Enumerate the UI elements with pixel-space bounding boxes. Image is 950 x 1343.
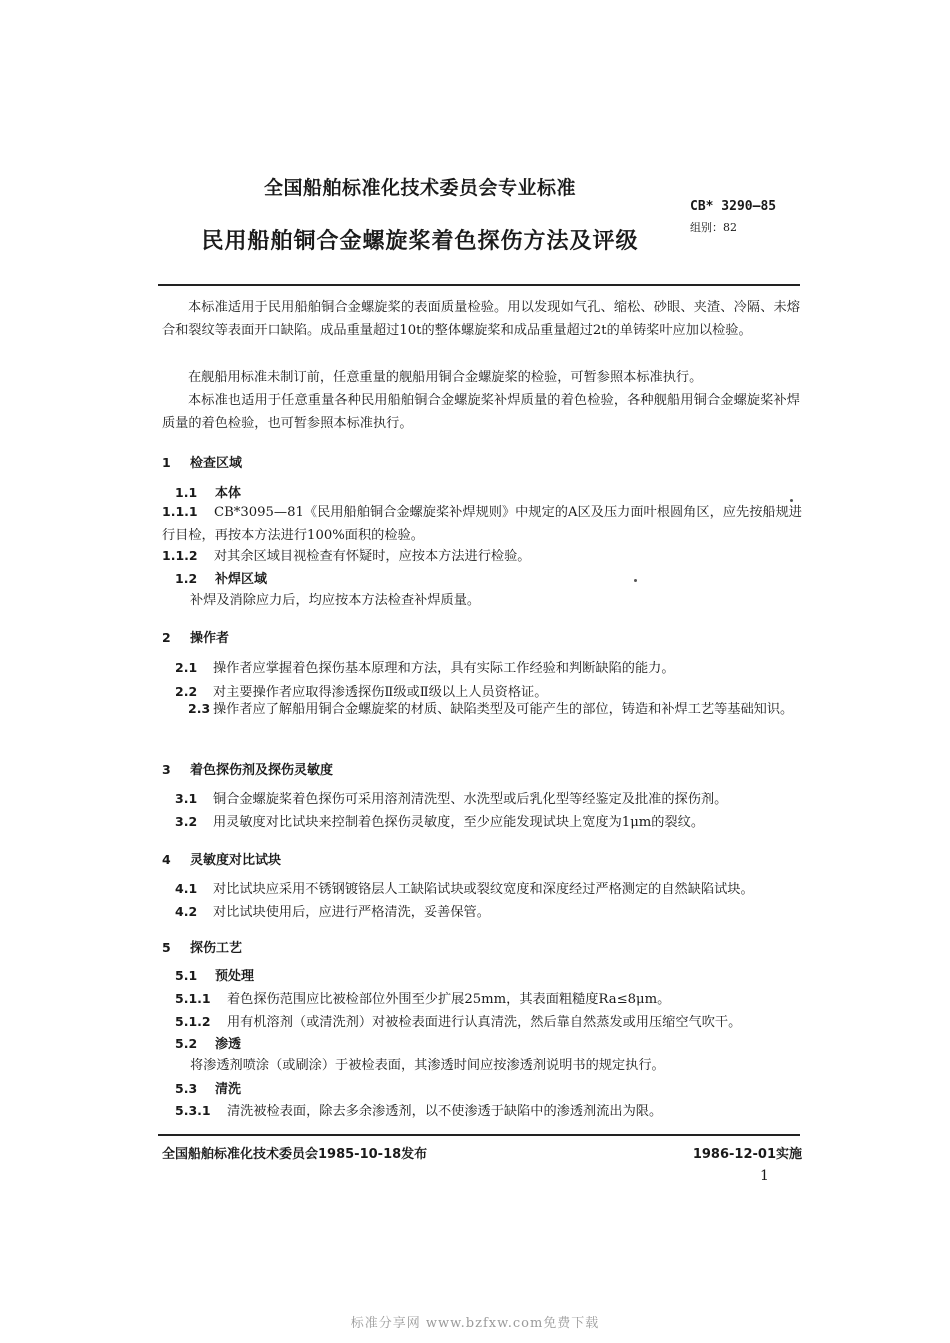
- scan-speck: [790, 499, 793, 502]
- intro-paragraph-3: 本标准也适用于任意重量各种民用船舶铜合金螺旋桨补焊质量的着色检验，各种舰船用铜合金螺旋桨补焊质量的着色检验，也可暂参照本标准执行。: [162, 393, 800, 431]
- clause-4-2: [175, 902, 815, 923]
- clause-number: 2.3: [188, 701, 211, 716]
- clause-text: 清洗被检表面，除去多余渗透剂，以不使渗透于缺陷中的渗透剂流出为限。: [227, 1104, 663, 1119]
- section-title: 补焊区域: [215, 572, 268, 587]
- clause-2-3: [162, 697, 802, 721]
- section-5-3-heading: [175, 1079, 815, 1100]
- section-4-heading: [162, 850, 802, 871]
- clause-5-1-1: [175, 989, 815, 1010]
- clause-4-1: [175, 879, 815, 900]
- clause-number: 1.1.2: [162, 548, 198, 563]
- standard-code: CB* 3290—85: [690, 199, 777, 214]
- scan-speck: [634, 579, 637, 582]
- section-1-2-heading: [175, 569, 815, 590]
- clause-number: 2.1: [175, 660, 198, 675]
- clause-1-1-1: [162, 500, 802, 547]
- watermark: 标准分享网 www.bzfxw.com免费下载: [350, 1316, 600, 1331]
- clause-text: 用灵敏度对比试块来控制着色探伤灵敏度，至少应能发现试块上宽度为1μm的裂纹。: [213, 815, 705, 830]
- section-number: 4: [162, 852, 171, 867]
- section-title: 清洗: [215, 1082, 242, 1097]
- issued-by: 全国船舶标准化技术委员会1985-10-18发布: [162, 1147, 428, 1162]
- section-title: 渗透: [215, 1037, 242, 1052]
- clause-number: 4.2: [175, 904, 198, 919]
- section-5-2-heading: [175, 1034, 815, 1055]
- org-title: 全国船舶标准化技术委员会专业标准: [263, 177, 576, 199]
- clause-text: 对其余区域目视检查有怀疑时，应按本方法进行检验。: [214, 549, 531, 564]
- clause-text: 对主要操作者应取得渗透探伤Ⅱ级或Ⅱ级以上人员资格证。: [213, 685, 548, 700]
- section-number: 5.1: [175, 968, 198, 983]
- section-title: 本体: [215, 486, 242, 501]
- footer-rule: [158, 1134, 800, 1136]
- section-number: 1.2: [175, 571, 198, 586]
- clause-3-2: [175, 812, 815, 833]
- section-1-heading: [162, 453, 802, 474]
- intro-paragraph-2: 在舰船用标准未制订前，任意重量的舰船用铜合金螺旋桨的检验，可暂参照本标准执行。: [188, 370, 703, 385]
- section-5-1-heading: [175, 966, 815, 987]
- clause-number: 5.1.2: [175, 1014, 211, 1029]
- clause-number: 3.1: [175, 791, 198, 806]
- clause-text: 操作者应掌握着色探伤基本原理和方法，具有实际工作经验和判断缺陷的能力。: [213, 661, 675, 676]
- clause-number: 5.3.1: [175, 1103, 211, 1118]
- clause-3-1: [175, 789, 815, 810]
- clause-text: 对比试块应采用不锈钢镀铬层人工缺陷试块或裂纹宽度和深度经过严格测定的自然缺陷试块。: [213, 882, 754, 897]
- clause-number: 4.1: [175, 881, 198, 896]
- page-number: 1: [760, 1168, 769, 1184]
- clause-text: 铜合金螺旋桨着色探伤可采用溶剂清洗型、水洗型或后乳化型等经鉴定及批准的探伤剂。: [213, 792, 728, 807]
- clause-2-1: [175, 658, 815, 679]
- clause-text: 操作者应了解船用铜合金螺旋桨的材质、缺陷类型及可能产生的部位，铸造和补焊工艺等基础知识。: [213, 702, 794, 717]
- document-title: 民用船舶铜合金螺旋桨着色探伤方法及评级: [201, 229, 639, 254]
- clause-number: 2.2: [175, 684, 198, 699]
- section-number: 5.2: [175, 1036, 198, 1051]
- section-number: 2: [162, 630, 171, 645]
- clause-text: 对比试块使用后，应进行严格清洗，妥善保管。: [213, 905, 490, 920]
- section-number: 5: [162, 940, 171, 955]
- clause-1-1-2: [162, 546, 802, 567]
- clause-number: 3.2: [175, 814, 198, 829]
- section-title: 灵敏度对比试块: [190, 853, 282, 868]
- header-rule: [158, 284, 800, 286]
- section-2-heading: [162, 628, 802, 649]
- clause-5-1-2: [175, 1012, 815, 1033]
- section-number: 3: [162, 762, 171, 777]
- clause-5-3-1: [175, 1101, 815, 1122]
- section-number: 1: [162, 455, 171, 470]
- section-title: 检查区域: [190, 456, 243, 471]
- section-1-2-text: 补焊及消除应力后，均应按本方法检查补焊质量。: [190, 593, 481, 608]
- section-5-2-text: 将渗透剂喷涂（或刷涂）于被检表面，其渗透时间应按渗透剂说明书的规定执行。: [190, 1058, 665, 1073]
- effective-date: 1986-12-01实施: [692, 1147, 802, 1162]
- section-title: 操作者: [190, 631, 230, 646]
- standard-group: 组别：82: [690, 221, 737, 234]
- clause-number: 5.1.1: [175, 991, 211, 1006]
- intro-paragraph-1: 本标准适用于民用船舶铜合金螺旋桨的表面质量检验。用以发现如气孔、缩松、砂眼、夹渣、冷隔、未熔合和裂纹等表面开口缺陷。成品重量超过10t的整体螺旋桨和成品重量超过2t的单铸桨叶应加以检验。: [162, 300, 800, 338]
- clause-text: CB*3095—81《民用船舶铜合金螺旋桨补焊规则》中规定的A区及压力面叶根圆角区，应先按船规进行目检，再按本方法进行100%面积的检验。: [162, 505, 802, 543]
- clause-number: 1.1.1: [162, 504, 198, 519]
- clause-text: 用有机溶剂（或清洗剂）对被检表面进行认真清洗，然后靠自然蒸发或用压缩空气吹干。: [227, 1015, 742, 1030]
- section-3-heading: [162, 760, 802, 781]
- section-title: 预处理: [215, 969, 255, 984]
- clause-text: 着色探伤范围应比被检部位外围至少扩展25mm，其表面粗糙度Ra≤8μm。: [227, 992, 671, 1007]
- section-number: 1.1: [175, 485, 198, 500]
- section-title: 着色探伤剂及探伤灵敏度: [190, 763, 334, 778]
- section-5-heading: [162, 938, 802, 959]
- section-title: 探伤工艺: [190, 941, 243, 956]
- section-number: 5.3: [175, 1081, 198, 1096]
